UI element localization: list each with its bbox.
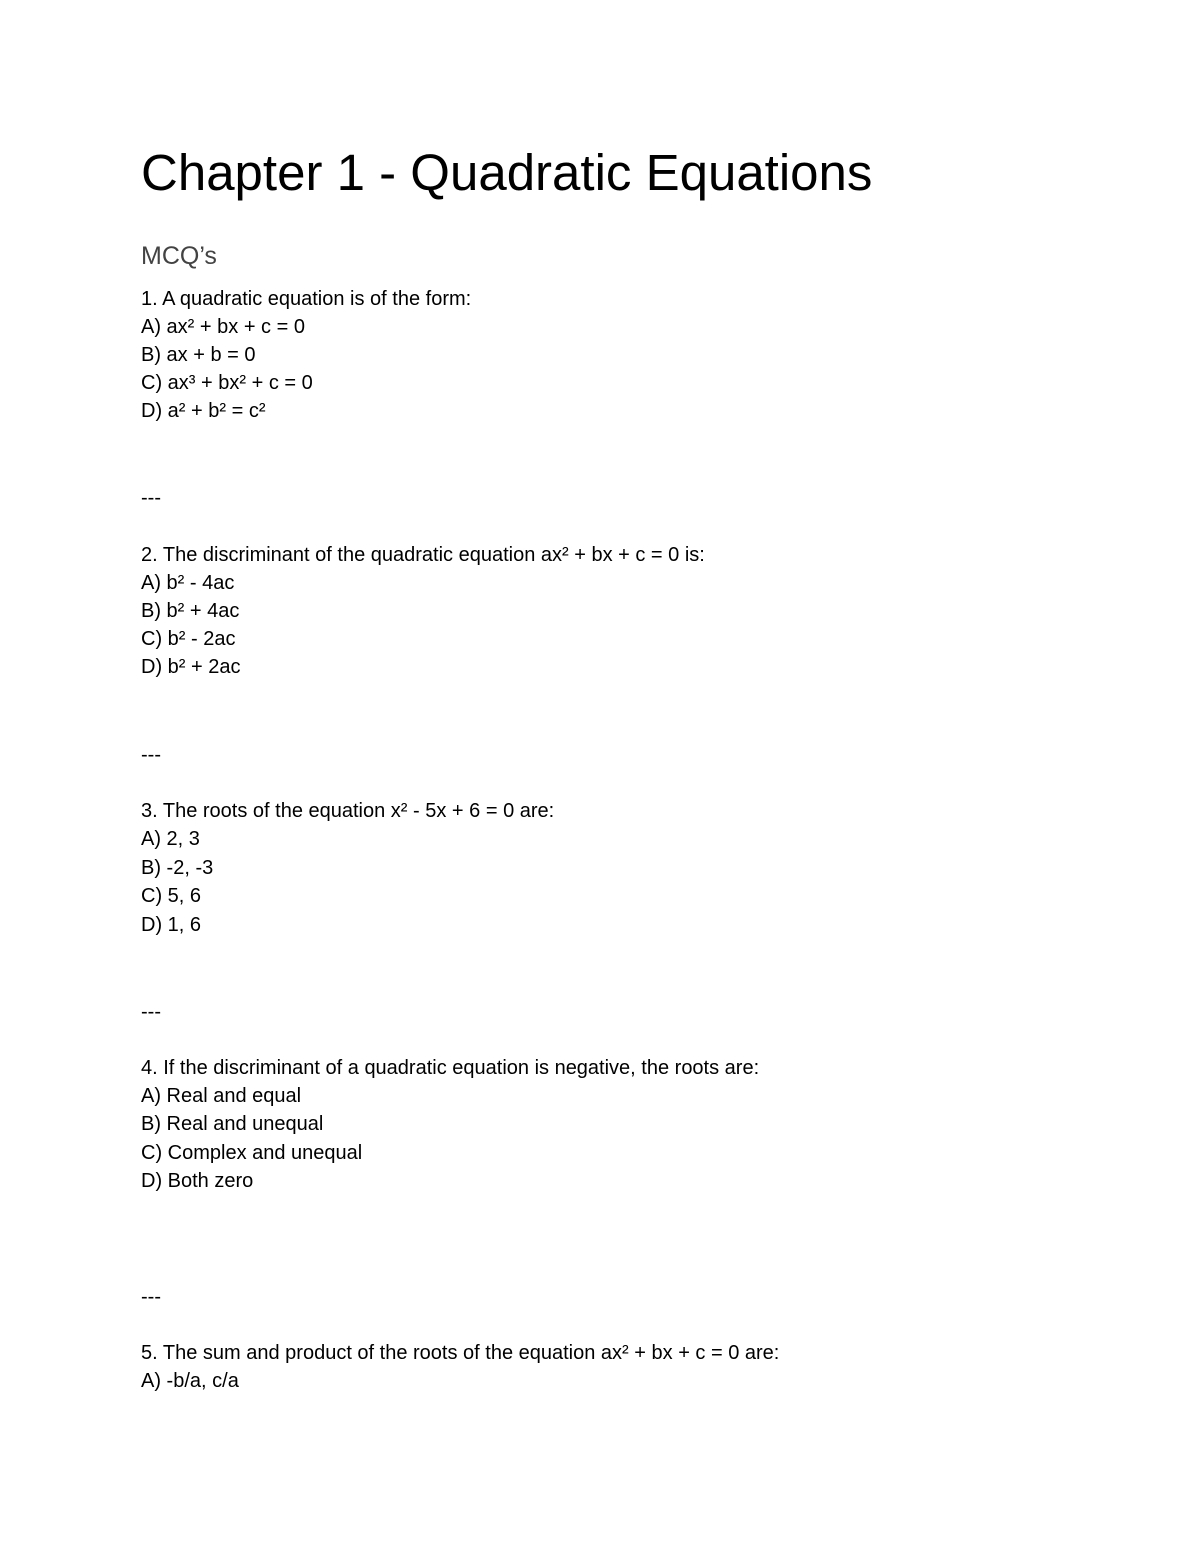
answer-option: A) 2, 3 [141, 828, 200, 850]
answer-option: B) -2, -3 [141, 857, 214, 879]
answer-option: B) ax + b = 0 [141, 344, 256, 366]
question-prompt: 3. The roots of the equation x² - 5x + 6 = 0 are: [141, 800, 555, 822]
separator: --- [141, 744, 161, 766]
answer-option: A) -b/a, c/a [141, 1370, 239, 1392]
answer-option: D) a² + b² = c² [141, 400, 266, 422]
question-prompt: 1. A quadratic equation is of the form: [141, 288, 472, 310]
answer-option: C) ax³ + bx² + c = 0 [141, 372, 313, 394]
answer-option: A) Real and equal [141, 1085, 302, 1107]
question-prompt: 2. The discriminant of the quadratic equation ax² + bx + c = 0 is: [141, 544, 705, 566]
question-prompt: 4. If the discriminant of a quadratic equation is negative, the roots are: [141, 1057, 760, 1079]
answer-option: D) Both zero [141, 1170, 254, 1192]
answer-option: B) Real and unequal [141, 1113, 324, 1135]
answer-option: C) 5, 6 [141, 885, 202, 907]
answer-option: C) Complex and unequal [141, 1142, 363, 1164]
separator: --- [141, 1286, 161, 1308]
answer-option: A) b² - 4ac [141, 572, 235, 594]
answer-option: A) ax² + bx + c = 0 [141, 316, 305, 338]
separator: --- [141, 1001, 161, 1023]
answer-option: D) b² + 2ac [141, 656, 241, 678]
question-prompt: 5. The sum and product of the roots of the equation ax² + bx + c = 0 are: [141, 1342, 780, 1364]
answer-option: B) b² + 4ac [141, 600, 240, 622]
answer-option: D) 1, 6 [141, 914, 202, 936]
answer-option: C) b² - 2ac [141, 628, 236, 650]
page-title: Chapter 1 - Quadratic Equations [141, 144, 873, 201]
separator: --- [141, 487, 161, 509]
section-heading: MCQ’s [141, 242, 217, 270]
